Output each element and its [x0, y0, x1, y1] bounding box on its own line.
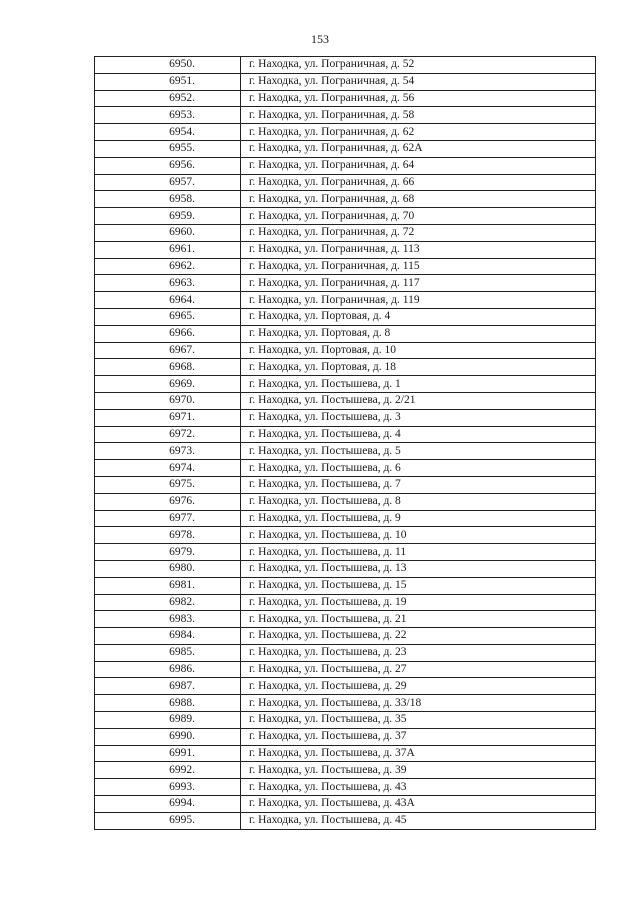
row-number-cell: 6953. — [95, 107, 241, 124]
table-row — [95, 796, 596, 813]
row-number-cell: 6968. — [95, 359, 241, 376]
address-cell: г. Находка, ул. Постышева, д. 33/18 — [241, 695, 596, 712]
row-number-cell: 6982. — [95, 594, 241, 611]
address-cell: г. Находка, ул. Пограничная, д. 66 — [241, 174, 596, 191]
address-cell: г. Находка, ул. Пограничная, д. 113 — [241, 241, 596, 258]
row-number-cell: 6955. — [95, 140, 241, 157]
table-row — [95, 258, 596, 275]
table-row — [95, 577, 596, 594]
table-row — [95, 191, 596, 208]
address-table-body — [95, 57, 596, 830]
table-row — [95, 308, 596, 325]
address-cell: г. Находка, ул. Постышева, д. 15 — [241, 577, 596, 594]
table-row — [95, 90, 596, 107]
table-row — [95, 678, 596, 695]
address-cell: г. Находка, ул. Пограничная, д. 115 — [241, 258, 596, 275]
row-number-cell: 6958. — [95, 191, 241, 208]
address-cell: г. Находка, ул. Пограничная, д. 119 — [241, 292, 596, 309]
row-number-cell: 6976. — [95, 493, 241, 510]
row-number-cell: 6989. — [95, 712, 241, 729]
address-cell: г. Находка, ул. Постышева, д. 27 — [241, 661, 596, 678]
address-cell: г. Находка, ул. Портовая, д. 10 — [241, 342, 596, 359]
table-row — [95, 628, 596, 645]
table-row — [95, 510, 596, 527]
address-cell: г. Находка, ул. Постышева, д. 29 — [241, 678, 596, 695]
table-row — [95, 728, 596, 745]
row-number-cell: 6990. — [95, 728, 241, 745]
address-cell: г. Находка, ул. Пограничная, д. 64 — [241, 157, 596, 174]
address-cell: г. Находка, ул. Пограничная, д. 54 — [241, 73, 596, 90]
table-row — [95, 292, 596, 309]
table-row — [95, 57, 596, 74]
row-number-cell: 6954. — [95, 124, 241, 141]
row-number-cell: 6978. — [95, 527, 241, 544]
row-number-cell: 6983. — [95, 611, 241, 628]
address-cell: г. Находка, ул. Постышева, д. 23 — [241, 644, 596, 661]
table-row — [95, 224, 596, 241]
address-cell: г. Находка, ул. Постышева, д. 7 — [241, 476, 596, 493]
table-row — [95, 611, 596, 628]
address-cell: г. Находка, ул. Постышева, д. 10 — [241, 527, 596, 544]
row-number-cell: 6980. — [95, 560, 241, 577]
address-cell: г. Находка, ул. Постышева, д. 8 — [241, 493, 596, 510]
table-row — [95, 124, 596, 141]
row-number-cell: 6979. — [95, 544, 241, 561]
address-cell: г. Находка, ул. Пограничная, д. 52 — [241, 57, 596, 74]
table-row — [95, 644, 596, 661]
table-row — [95, 745, 596, 762]
table-row — [95, 762, 596, 779]
table-row — [95, 443, 596, 460]
table-row — [95, 560, 596, 577]
table-row — [95, 157, 596, 174]
address-cell: г. Находка, ул. Постышева, д. 19 — [241, 594, 596, 611]
table-row — [95, 661, 596, 678]
table-row — [95, 174, 596, 191]
table-row — [95, 359, 596, 376]
row-number-cell: 6961. — [95, 241, 241, 258]
row-number-cell: 6951. — [95, 73, 241, 90]
row-number-cell: 6969. — [95, 376, 241, 393]
row-number-cell: 6970. — [95, 392, 241, 409]
table-row — [95, 594, 596, 611]
page-number: 153 — [311, 32, 329, 46]
table-row — [95, 275, 596, 292]
row-number-cell: 6966. — [95, 325, 241, 342]
address-cell: г. Находка, ул. Постышева, д. 4 — [241, 426, 596, 443]
address-cell: г. Находка, ул. Пограничная, д. 62А — [241, 140, 596, 157]
address-cell: г. Находка, ул. Пограничная, д. 68 — [241, 191, 596, 208]
row-number-cell: 6957. — [95, 174, 241, 191]
row-number-cell: 6964. — [95, 292, 241, 309]
row-number-cell: 6977. — [95, 510, 241, 527]
row-number-cell: 6995. — [95, 812, 241, 829]
row-number-cell: 6972. — [95, 426, 241, 443]
address-cell: г. Находка, ул. Постышева, д. 21 — [241, 611, 596, 628]
table-row — [95, 779, 596, 796]
row-number-cell: 6962. — [95, 258, 241, 275]
table-row — [95, 325, 596, 342]
address-cell: г. Находка, ул. Постышева, д. 39 — [241, 762, 596, 779]
table-row — [95, 376, 596, 393]
row-number-cell: 6963. — [95, 275, 241, 292]
address-cell: г. Находка, ул. Пограничная, д. 62 — [241, 124, 596, 141]
address-cell: г. Находка, ул. Пограничная, д. 56 — [241, 90, 596, 107]
address-cell: г. Находка, ул. Постышева, д. 22 — [241, 628, 596, 645]
address-cell: г. Находка, ул. Постышева, д. 5 — [241, 443, 596, 460]
table-row — [95, 493, 596, 510]
table-row — [95, 241, 596, 258]
address-cell: г. Находка, ул. Постышева, д. 43А — [241, 796, 596, 813]
row-number-cell: 6960. — [95, 224, 241, 241]
table-row — [95, 712, 596, 729]
address-cell: г. Находка, ул. Пограничная, д. 70 — [241, 208, 596, 225]
row-number-cell: 6975. — [95, 476, 241, 493]
table-row — [95, 73, 596, 90]
address-cell: г. Находка, ул. Постышева, д. 9 — [241, 510, 596, 527]
table-row — [95, 460, 596, 477]
address-cell: г. Находка, ул. Постышева, д. 1 — [241, 376, 596, 393]
table-row — [95, 392, 596, 409]
row-number-cell: 6965. — [95, 308, 241, 325]
row-number-cell: 6992. — [95, 762, 241, 779]
table-row — [95, 812, 596, 829]
row-number-cell: 6971. — [95, 409, 241, 426]
address-cell: г. Находка, ул. Постышева, д. 37А — [241, 745, 596, 762]
address-table — [94, 56, 596, 830]
row-number-cell: 6987. — [95, 678, 241, 695]
row-number-cell: 6991. — [95, 745, 241, 762]
row-number-cell: 6959. — [95, 208, 241, 225]
address-cell: г. Находка, ул. Постышева, д. 11 — [241, 544, 596, 561]
table-row — [95, 409, 596, 426]
row-number-cell: 6993. — [95, 779, 241, 796]
row-number-cell: 6952. — [95, 90, 241, 107]
table-row — [95, 695, 596, 712]
address-cell: г. Находка, ул. Постышева, д. 6 — [241, 460, 596, 477]
table-row — [95, 476, 596, 493]
row-number-cell: 6967. — [95, 342, 241, 359]
table-row — [95, 426, 596, 443]
row-number-cell: 6950. — [95, 57, 241, 74]
address-cell: г. Находка, ул. Портовая, д. 4 — [241, 308, 596, 325]
address-cell: г. Находка, ул. Постышева, д. 43 — [241, 779, 596, 796]
row-number-cell: 6973. — [95, 443, 241, 460]
address-cell: г. Находка, ул. Пограничная, д. 117 — [241, 275, 596, 292]
row-number-cell: 6985. — [95, 644, 241, 661]
address-cell: г. Находка, ул. Постышева, д. 35 — [241, 712, 596, 729]
address-cell: г. Находка, ул. Портовая, д. 8 — [241, 325, 596, 342]
row-number-cell: 6988. — [95, 695, 241, 712]
row-number-cell: 6974. — [95, 460, 241, 477]
address-cell: г. Находка, ул. Пограничная, д. 58 — [241, 107, 596, 124]
table-row — [95, 527, 596, 544]
table-row — [95, 107, 596, 124]
address-cell: г. Находка, ул. Постышева, д. 13 — [241, 560, 596, 577]
row-number-cell: 6986. — [95, 661, 241, 678]
row-number-cell: 6956. — [95, 157, 241, 174]
address-cell: г. Находка, ул. Постышева, д. 3 — [241, 409, 596, 426]
row-number-cell: 6994. — [95, 796, 241, 813]
table-row — [95, 208, 596, 225]
address-cell: г. Находка, ул. Пограничная, д. 72 — [241, 224, 596, 241]
table-row — [95, 140, 596, 157]
table-row — [95, 544, 596, 561]
address-cell: г. Находка, ул. Постышева, д. 2/21 — [241, 392, 596, 409]
address-cell: г. Находка, ул. Портовая, д. 18 — [241, 359, 596, 376]
row-number-cell: 6984. — [95, 628, 241, 645]
table-row — [95, 342, 596, 359]
row-number-cell: 6981. — [95, 577, 241, 594]
address-cell: г. Находка, ул. Постышева, д. 45 — [241, 812, 596, 829]
address-cell: г. Находка, ул. Постышева, д. 37 — [241, 728, 596, 745]
